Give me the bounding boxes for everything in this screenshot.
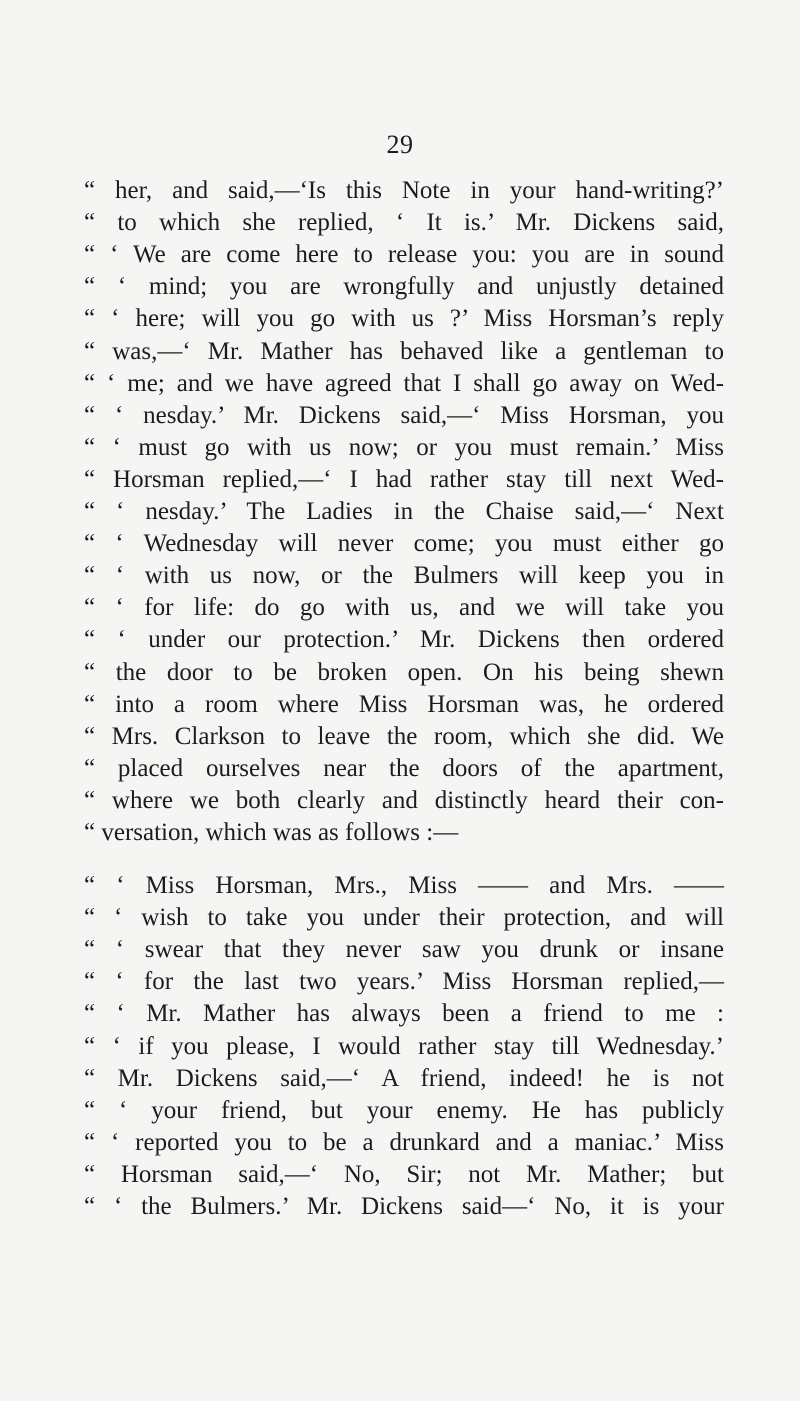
text-line: “ the door to be broken open. On his being shewn [84,658,724,686]
text-line: “ ‘ if you please, I would rather stay till Wednesday.’ [84,1032,724,1060]
text-line: “ ‘ swear that they never saw you drunk or insane [84,936,724,964]
text-line: “ Horsman replied,—‘ I had rather stay till next Wed- [84,465,724,493]
text-line: “ ‘ We are come here to release you: you are in sound [84,241,724,269]
text-line: “ ‘ nesday.’ The Ladies in the Chaise said,—‘ Next [84,498,724,525]
text-line: “ ‘ mind; you are wrongfully and unjustly detained [84,273,724,301]
text-line: “ ‘ wish to take you under their protection, and will [84,904,724,932]
text-line: “ ‘ nesday.’ Mr. Dickens said,—‘ Miss Horsman, you [84,401,724,429]
page-number: 29 [386,130,414,159]
text-line: “ Mr. Dickens said,—‘ A friend, indeed! he is not [84,1064,724,1092]
text-line: “ ‘ under our protection.’ Mr. Dickens then ordered [84,626,724,654]
text-line: “ where we both clearly and distinctly heard their con- [84,786,724,814]
text-line: “ versation, which was as follows :— [84,819,459,846]
text-line: “ ‘ with us now, or the Bulmers will keep you in [84,562,724,590]
text-line: “ into a room where Miss Horsman was, he ordered [84,690,724,718]
text-line: “ her, and said,—‘Is this Note in your hand-writing?’ [84,177,724,204]
text-line: “ ‘ for life: do go with us, and we will take you [84,594,724,622]
text-line: “ Mrs. Clarkson to leave the room, which she did. We [84,722,724,750]
text-line: “ to which she replied, ‘ It is.’ Mr. Dickens said, [84,209,724,237]
text-line: “ ‘ your friend, but your enemy. He has publicly [84,1096,724,1124]
text-line: “ placed ourselves near the doors of the apartment, [84,754,724,782]
text-line: “ ‘ must go with us now; or you must remain.’ Miss [84,433,724,461]
text-line: “ ‘ the Bulmers.’ Mr. Dickens said—‘ No, it is your [84,1193,724,1220]
text-line: “ Horsman said,—‘ No, Sir; not Mr. Mather; but [84,1160,724,1188]
text-line: “ ‘ here; will you go with us ?’ Miss Horsman’s reply [84,305,724,333]
text-line: “ ‘ reported you to be a drunkard and a maniac.’ Miss [84,1128,724,1156]
text-line: “ ‘ me; and we have agreed that I shall go away on Wed- [84,369,724,397]
text-line: “ ‘ Wednesday will never come; you must either go [84,530,724,558]
text-line: “ was,—‘ Mr. Mather has behaved like a gentleman to [84,337,724,365]
text-line: “ ‘ for the last two years.’ Miss Horsman replied,— [84,968,724,996]
text-line: “ ‘ Mr. Mather has always been a friend to me : [84,1000,724,1028]
text-line: “ ‘ Miss Horsman, Mrs., Miss —— and Mrs. —— [84,872,724,899]
